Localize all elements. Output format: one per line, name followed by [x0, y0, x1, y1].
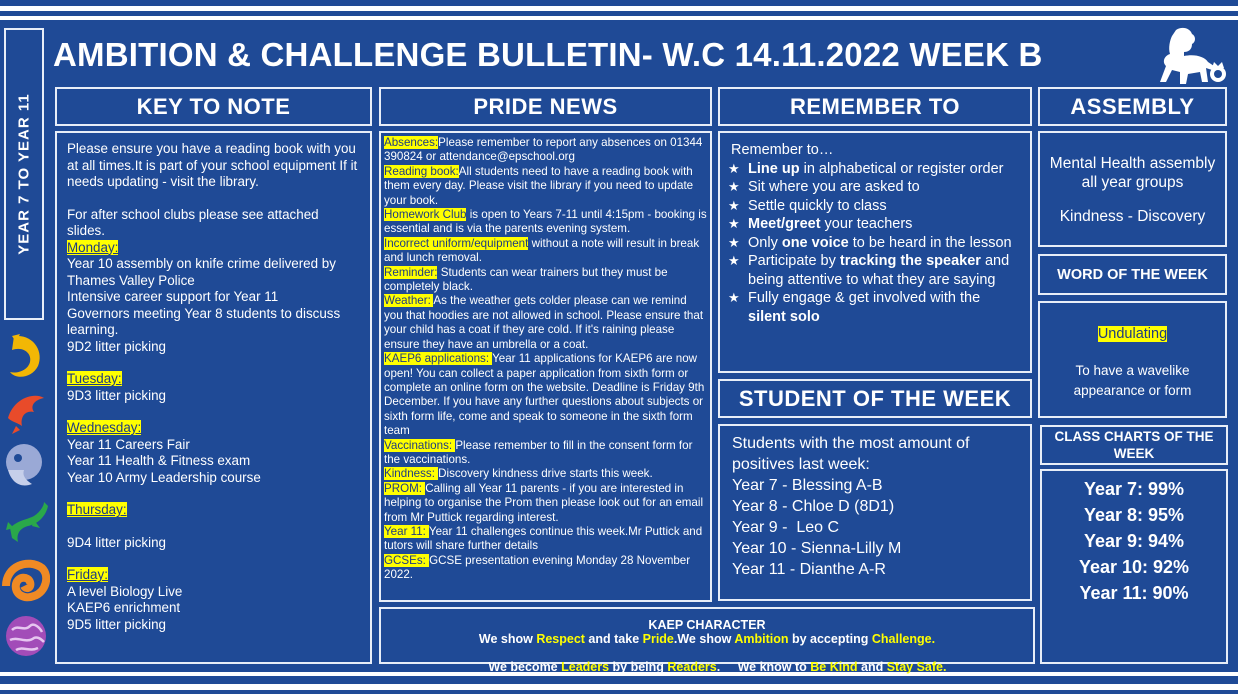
wednesday-item: Year 11 Health & Fitness exam — [67, 453, 251, 468]
remember-item: ★ Fully engage & get involved with the silent solo — [728, 289, 1020, 326]
kaep-character-title: KAEP CHARACTER — [648, 618, 766, 632]
pride-item-label: Year 11: — [384, 524, 429, 538]
friday-item: KAEP6 enrichment — [67, 600, 181, 615]
pride-item — [384, 237, 707, 266]
kaep-line-1 — [385, 632, 1029, 646]
phoenix-icon — [4, 388, 46, 436]
lion-crest-icon — [1142, 26, 1226, 88]
page-title: AMBITION & CHALLENGE BULLETIN- W.C 14.11.2022 WEEK B — [53, 36, 1043, 73]
top-stripe — [0, 16, 1238, 20]
pride-item-label: Incorrect uniform/equipment — [384, 236, 529, 250]
remember-list — [728, 160, 1020, 327]
pride-item-label: Kindness: — [384, 467, 439, 481]
kaep-text: and take — [584, 632, 643, 646]
kaep-text: .We show — [673, 632, 735, 646]
year-range-label: YEAR 7 TO YEAR 11 — [15, 93, 33, 255]
pride-item — [384, 525, 707, 554]
class-charts-header — [1040, 425, 1228, 465]
pride-item-label: Homework Club — [384, 208, 467, 222]
pride-item-text: Please remember to fill in the consent form for the vaccinations. — [384, 438, 693, 466]
sotw-row: Year 9 - Leo C — [732, 519, 840, 536]
remember-to-title: REMEMBER TO — [789, 93, 961, 119]
word-of-week-title: WORD OF THE WEEK — [1057, 266, 1208, 283]
monday-label: Monday: — [67, 239, 119, 255]
pride-item — [384, 294, 707, 352]
pride-news-panel — [379, 131, 712, 602]
remember-item: ★ Meet/greet your teachers — [728, 215, 1020, 234]
wednesday-label: Wednesday: — [67, 420, 142, 435]
monday-item: Intensive career support for Year 11 — [67, 289, 279, 304]
pride-item-label: Vaccinations: — [384, 438, 456, 452]
pride-item — [384, 352, 707, 438]
pride-item — [384, 439, 707, 468]
sotw-row: Year 8 - Chloe D (8D1) — [732, 498, 895, 515]
brain-icon — [2, 610, 50, 662]
wednesday-item: Year 10 Army Leadership course — [67, 469, 261, 485]
pride-item-text: Students can wear trainers but they must be completely black. — [384, 265, 668, 294]
pride-item-label: Reading book: — [384, 164, 459, 178]
kaep-text: . We know to — [716, 660, 811, 674]
friday-item: A level Biology Live — [67, 583, 183, 599]
pride-item-text: Discovery kindness drive starts this week. — [438, 467, 653, 481]
tuesday-label: Tuesday: — [67, 371, 122, 386]
sotw-row: Year 7 - Blessing A-B — [732, 477, 883, 494]
word-of-week-panel — [1038, 301, 1227, 418]
pride-item — [384, 165, 707, 208]
pride-item-text: GCSE presentation evening Monday 28 November 2022. — [384, 553, 691, 582]
pride-item — [384, 136, 707, 165]
key-to-note-header — [55, 87, 372, 126]
shell-icon — [2, 556, 50, 606]
kaep-text: and — [857, 660, 887, 674]
lizard-icon — [4, 498, 48, 550]
pride-item-label: PROM: — [384, 481, 426, 495]
tuesday-item: 9D3 litter picking — [67, 387, 166, 403]
kaep-text: . — [942, 660, 947, 674]
sotw-intro: Students with the most amount of positives last week: — [732, 435, 970, 473]
sotw-row: Year 11 - Dianthe A-R — [732, 561, 886, 578]
pride-item-text: Calling all Year 11 parents - if you are interested in helping to organise the Prom then please look out for an email from Mr Puttick regarding interest. — [384, 481, 704, 524]
word-definition: To have a wavelike appearance or form — [1073, 363, 1192, 398]
pride-item-text: Please remember to report any absences on 01344 390824 or attendance@epschool.org — [384, 136, 703, 164]
kaep-text: We show — [478, 632, 537, 646]
kaep-text: by accepting — [788, 632, 872, 646]
assembly-title: ASSEMBLY — [1070, 93, 1195, 119]
dragon-icon — [4, 332, 46, 384]
assembly-panel — [1038, 131, 1227, 247]
pride-news-title: PRIDE NEWS — [473, 93, 618, 119]
monday-item: 9D2 litter picking — [67, 338, 166, 354]
class-charts-panel — [1040, 469, 1228, 664]
pride-item-label: Absences: — [384, 136, 439, 149]
kraken-icon — [2, 440, 46, 490]
word-of-week-header — [1038, 254, 1227, 295]
class-charts-row: Year 8: 95% — [1083, 505, 1185, 525]
kaep-text: by being — [609, 660, 668, 674]
pride-item-text: As the weather gets colder please can we remind you that hoodies are not allowed in school. Please ensure that your child has a coat if they are cold. If it's raining please ensure they have an umbrella or a coat. — [384, 294, 704, 351]
class-charts-row: Year 11: 90% — [1079, 583, 1189, 603]
pride-item-text: Year 11 challenges continue this week.Mr Puttick and tutors will share further details — [384, 524, 703, 553]
key-to-note-panel — [55, 131, 372, 664]
student-of-week-panel — [718, 424, 1032, 601]
remember-item: ★ Sit where you are asked to — [728, 178, 1020, 197]
friday-item: 9D5 litter picking — [67, 616, 166, 632]
remember-item: ★ Settle quickly to class — [728, 197, 1020, 216]
top-stripe — [0, 6, 1238, 11]
student-of-week-title: STUDENT OF THE WEEK — [738, 385, 1012, 411]
remember-item: ★ Line up in alphabetical or register order — [728, 160, 1020, 179]
remember-item: ★ Participate by tracking the speaker and being attentive to what they are saying — [728, 252, 1020, 289]
key-intro-text: Please ensure you have a reading book with you at all times.It is part of your school equipment If it needs updating - visit the library. — [67, 141, 358, 189]
year-range-label-box — [4, 28, 44, 320]
student-of-week-header — [718, 379, 1032, 418]
pride-item-label: GCSEs: — [384, 553, 430, 567]
pride-item-label: KAEP6 applications: — [384, 352, 493, 366]
kaep-value: Pride — [642, 632, 674, 646]
class-charts-row: Year 9: 94% — [1083, 531, 1185, 551]
kaep-value: Be Kind — [810, 660, 858, 674]
kaep-value: Respect — [536, 632, 585, 646]
kaep-text: We become — [488, 660, 562, 674]
pride-item-text: without a note will result in break and lunch removal. — [384, 236, 700, 265]
pride-item-label: Weather: — [384, 294, 434, 308]
remember-to-panel — [718, 131, 1032, 373]
pride-item-text: All students need to have a reading book with them every day. Please visit the library if you need to update your book. — [384, 164, 694, 207]
remember-to-header — [718, 87, 1032, 126]
word-of-week: Undulating — [1097, 326, 1168, 342]
thursday-label: Thursday: — [67, 502, 127, 517]
kaep-line-2 — [385, 646, 1029, 688]
assembly-text: Mental Health assembly all year groups — [1049, 155, 1216, 191]
remember-item: ★ Only one voice to be heard in the lesson — [728, 234, 1020, 253]
pride-item-label: Reminder: — [384, 265, 438, 279]
key-to-note-title: KEY TO NOTE — [136, 93, 291, 119]
pride-item — [384, 467, 707, 481]
pride-item-text: Year 11 applications for KAEP6 are now open! You can collect a paper application from sixth form or complete an online form on the website. Deadline is Friday 9th December. If you have any further questions about subjects or sixth form life, come and speak to someone in the sixth form team — [384, 352, 705, 438]
pride-item-text: is open to Years 7-11 until 4:15pm - booking is essential and is via the parents evening system. — [384, 208, 707, 236]
monday-item: Year 10 assembly on knife crime delivered by Thames Valley Police — [67, 256, 336, 288]
kaep-text: . — [931, 632, 936, 646]
kaep-value: Challenge — [871, 632, 932, 646]
sotw-row: Year 10 - Sienna-Lilly M — [732, 540, 902, 557]
pride-news-header — [379, 87, 712, 126]
kaep-character-panel — [379, 607, 1035, 674]
assembly-header — [1038, 87, 1227, 126]
key-clubs-text: For after school clubs please see attached slides. — [67, 206, 319, 238]
remember-intro: Remember to… — [731, 142, 834, 158]
monday-item: Governors meeting Year 8 students to discuss learning. — [67, 305, 341, 337]
assembly-theme: Kindness - Discovery — [1059, 208, 1206, 225]
kaep-value: Readers — [667, 660, 717, 674]
class-charts-row: Year 7: 99% — [1083, 479, 1185, 499]
pride-item — [384, 482, 707, 525]
thursday-item: 9D4 litter picking — [67, 534, 166, 550]
kaep-value: Stay Safe — [886, 660, 943, 674]
kaep-value: Leaders — [561, 660, 610, 674]
class-charts-title: CLASS CHARTS OF THE WEEK — [1054, 429, 1214, 461]
friday-label: Friday: — [67, 567, 108, 582]
pride-item — [384, 554, 707, 583]
pride-item — [384, 266, 707, 295]
wednesday-item: Year 11 Careers Fair — [67, 436, 190, 452]
pride-item — [384, 208, 707, 237]
kaep-value: Ambition — [734, 632, 789, 646]
class-charts-row: Year 10: 92% — [1078, 557, 1190, 577]
